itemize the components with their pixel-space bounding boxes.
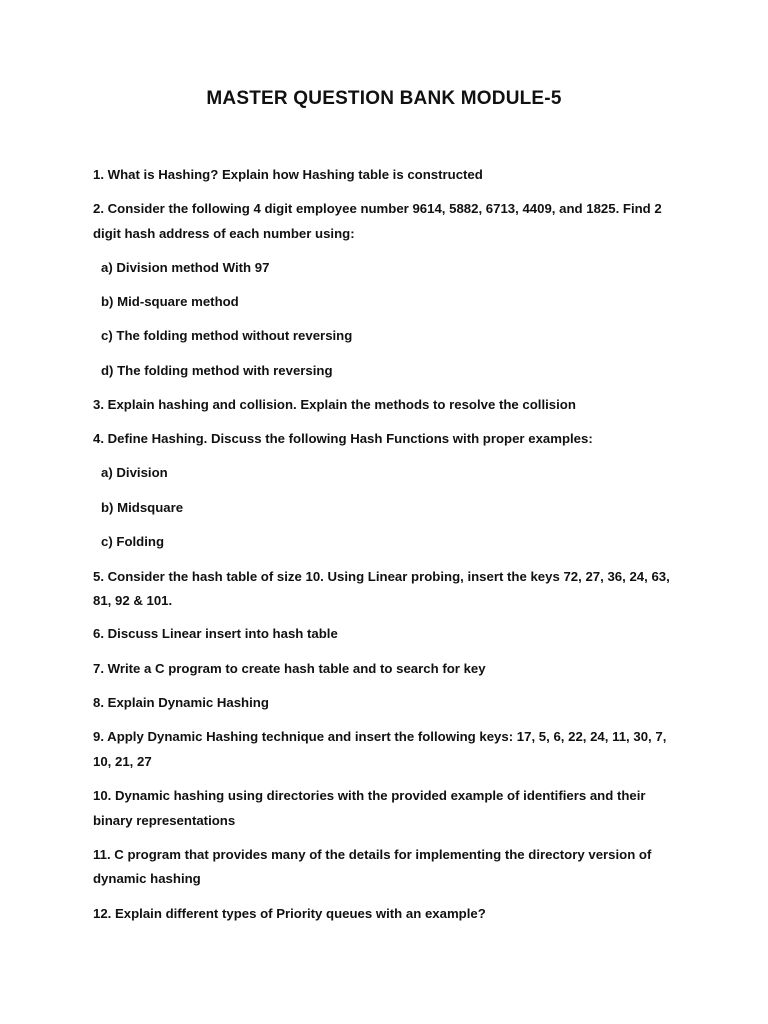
question-2-option-d: d) The folding method with reversing [101, 363, 333, 378]
document-title: MASTER QUESTION BANK MODULE-5 [206, 88, 562, 109]
question-2-option-a: a) Division method With 97 [101, 260, 270, 275]
question-8: 8. Explain Dynamic Hashing [93, 695, 269, 710]
question-2-line-2: digit hash address of each number using: [93, 226, 355, 241]
question-4-option-c: c) Folding [101, 534, 164, 549]
question-11-line-2: dynamic hashing [93, 871, 201, 886]
question-1: 1. What is Hashing? Explain how Hashing table is constructed [93, 167, 483, 182]
question-2-option-b: b) Mid-square method [101, 294, 239, 309]
question-6: 6. Discuss Linear insert into hash table [93, 626, 338, 641]
question-4-option-a: a) Division [101, 465, 168, 480]
question-5-line-2: 81, 92 & 101. [93, 593, 173, 608]
question-2-line-1: 2. Consider the following 4 digit employee number 9614, 5882, 6713, 4409, and 1825. Find 2 [93, 201, 662, 216]
question-10-line-1: 10. Dynamic hashing using directories with the provided example of identifiers and their [93, 788, 646, 803]
question-7: 7. Write a C program to create hash table and to search for key [93, 661, 486, 676]
question-2-option-c: c) The folding method without reversing [101, 328, 353, 343]
question-4: 4. Define Hashing. Discuss the following Hash Functions with proper examples: [93, 431, 593, 446]
question-5-line-1: 5. Consider the hash table of size 10. Using Linear probing, insert the keys 72, 27, 36, 24, 63, [93, 569, 670, 584]
question-10-line-2: binary representations [93, 813, 236, 828]
question-9-line-2: 10, 21, 27 [93, 754, 152, 769]
question-4-option-b: b) Midsquare [101, 500, 184, 515]
question-3: 3. Explain hashing and collision. Explain the methods to resolve the collision [93, 397, 576, 412]
question-12: 12. Explain different types of Priority queues with an example? [93, 906, 486, 921]
question-9-line-1: 9. Apply Dynamic Hashing technique and insert the following keys: 17, 5, 6, 22, 24, 11, 30, 7, [93, 729, 667, 744]
question-11-line-1: 11. C program that provides many of the details for implementing the directory version of [93, 847, 652, 862]
